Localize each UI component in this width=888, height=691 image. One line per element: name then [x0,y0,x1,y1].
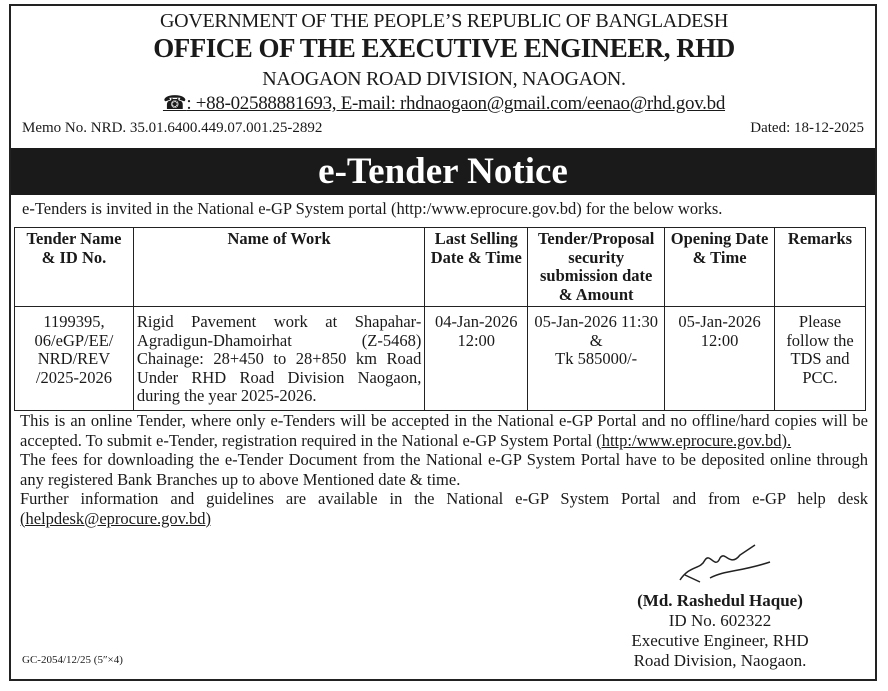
opening-cell: 05-Jan-2026 12:00 [665,307,775,411]
work-cell: Rigid Pavement work at Shapahar-Agradigun-Dhamoirhat (Z-5468) Chainage: 28+450 to 28+850 km Road Under RHD Road Division Naogaon, during the year 2025-2026. [133,307,424,411]
table-header-row [15,228,866,307]
eprocure-link[interactable]: (http:/www.eprocure.gov.bd). [596,430,792,450]
notice-body [20,411,868,528]
header-security: Tender/Proposal security submission date & Amount [528,228,665,307]
signatory-office: Road Division, Naogaon. [633,651,807,670]
last-selling-cell: 04-Jan-2026 12:00 [425,307,528,411]
signature-block [600,591,840,671]
paragraph-text: Further information and guidelines are available in the National e-GP System Portal and from e-GP help desk [20,489,868,508]
header-last-selling: Last Selling Date & Time [425,228,528,307]
paragraph-fees: The fees for downloading the e-Tender Document from the National e-GP System Portal have to be deposited online through any registered Bank Branches up to above Mentioned date & time. [20,450,868,489]
paragraph-info [20,489,868,528]
office-heading: OFFICE OF THE EXECUTIVE ENGINEER, RHD [153,33,735,63]
date: Dated: 18-12-2025 [750,120,864,136]
paragraph-online-tender [20,411,868,450]
contact-text: : +88-02588881693, E-mail: rhdnaogaon@gmail.com/eenao@rhd.gov.bd [186,93,726,114]
intro-text: e-Tenders is invited in the National e-GP System portal (http:/www.eprocure.gov.bd) for the below works. [22,199,723,218]
paragraph-text: This is an online Tender, where only e-Tenders will be accepted in the National e-GP Portal and no offline/hard copies will be accepted. To submit e-Tender, registration required in the National e-GP System Portal [20,411,868,450]
tender-id-cell: 1199395, 06/eGP/EE/ NRD/REV /2025-2026 [15,307,134,411]
security-amount: Tk 585000/- [555,349,638,368]
remarks-cell: Please follow the TDS and PCC. [775,307,866,411]
helpdesk-link[interactable]: (helpdesk@eprocure.gov.bd) [20,508,211,528]
security-cell [528,307,665,411]
header-opening: Opening Date & Time [665,228,775,307]
header-tender-id: Tender Name & ID No. [15,228,134,307]
notice-title: e-Tender Notice [11,148,875,195]
security-amp: & [589,330,603,350]
footer-code: GC-2054/12/25 (5″×4) [22,654,123,666]
memo-number: Memo No. NRD. 35.01.6400.449.07.001.25-2892 [22,120,323,136]
division-heading: NAOGAON ROAD DIVISION, NAOGAON. [262,68,626,90]
security-date: 05-Jan-2026 11:30 [534,312,658,331]
header-remarks: Remarks [775,228,866,307]
header-name-of-work: Name of Work [133,228,424,307]
signatory-designation: Executive Engineer, RHD [631,631,809,650]
tender-table [14,227,866,411]
contact-line [0,92,888,115]
signatory-name: (Md. Rashedul Haque) [637,591,803,610]
government-heading: GOVERNMENT OF THE PEOPLE’S REPUBLIC OF BANGLADESH [160,10,728,32]
signature-image [670,540,780,590]
table-row [15,307,866,411]
phone-icon: ☎ [162,93,187,114]
signatory-id: ID No. 602322 [668,611,772,630]
